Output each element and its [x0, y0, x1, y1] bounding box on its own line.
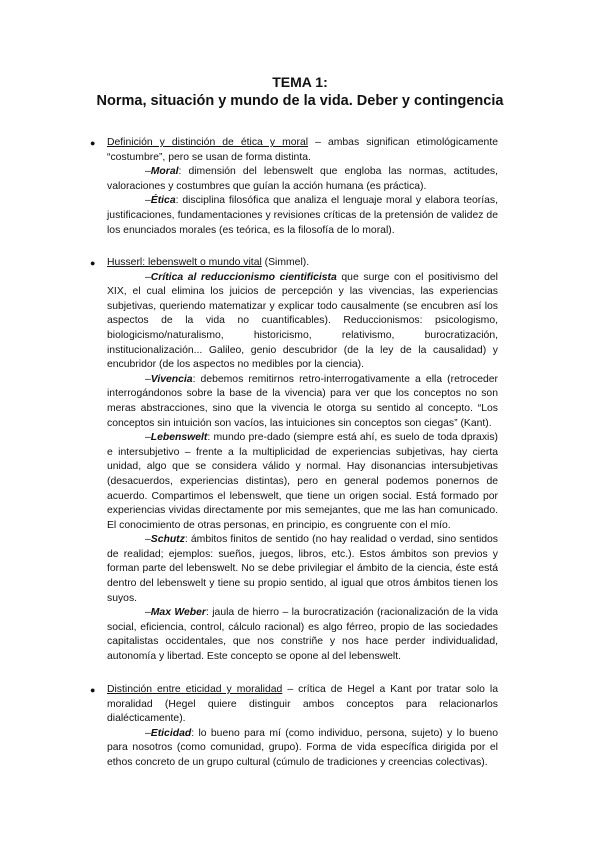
item-text: : ámbitos finitos de sentido (no hay realidad o verdad, sino sentidos de realidad; ejemplos: sueños, juegos, libros, etc.). Estos ámbitos son previos y forman parte del lebenswelt. No se debe privilegiar el ámbito de la ciencia, éste está dentro del lebenswelt y tiene su propio sentido, al igual que otros ámbitos tienen los suyos.	[107, 534, 498, 604]
item-term: Lebenswelt	[150, 432, 208, 444]
section-heading: Definición y distinción de ética y moral	[107, 137, 309, 148]
section-eticidad-moralidad	[90, 683, 498, 771]
item-text: : debemos remitirnos retro-interrogativamente a ella (retroceder interrogándonos sobre la base de la vivencia) para ver que los conceptos no son meras abstracciones, sino que la vivencia le otorga su sentido al concepto. “Los conceptos sin intuición son vacíos, las intuiciones sin conceptos son ciegas” (Kant).	[107, 373, 498, 429]
section-intro: (Simmel).	[261, 257, 310, 268]
section-etica-moral	[90, 136, 498, 238]
list-item: –Max Weber: jaula de hierro – la burocratización (racionalización de la vida social, eficiencia, control, cálculo racional) es algo férreo, propio de las sociedades capitalistas occidentales, que nos constriñe y nos hace perder individualidad, autonomía y libertad. Este concepto se opone al del lebenswelt.	[107, 607, 498, 663]
item-term: Schutz	[150, 534, 185, 546]
section-intro: – ambas significan etimológicamente “costumbre”, pero se usan de forma distinta.	[107, 137, 498, 163]
item-term: Moral	[150, 166, 179, 178]
item-text: : lo bueno para mí (como individuo, persona, sujeto) y lo bueno para nosotros (como comunidad, grupo). Forma de vida específica dirigida por el ethos concreto de un grupo cultural (cúmulo de tradiciones y creencias colectivas).	[107, 727, 498, 768]
list-item: –Schutz: ámbitos finitos de sentido (no hay realidad o verdad, sino sentidos de realidad; ejemplos: sueños, juegos, libros, etc.). Estos ámbitos son previos y forman parte del lebenswelt. No se debe privilegiar el ámbito de la ciencia, éste está dentro del lebenswelt y tiene su propio sentido, al igual que otros ámbitos tienen los suyos.	[107, 534, 498, 604]
item-text: : mundo pre-dado (siempre está ahí, es suelo de toda dpraxis) e intersubjetivo – frente a la multiplicidad de experiencias subjetivas, hay cierta unidad, algo que se considera válido y normal. Hay disonancias intersubjetivas (desacuerdos, experiencias distintas), pero en general podemos ponernos de acuerdo. Compartimos el lebenswelt, que tiene un origen social. Está formado por experiencias vividas directamente por mis semejantes, que me las han comunicado. El conocimiento de otras personas, en principio, es congruente con el mío.	[107, 432, 498, 531]
section-heading: Husserl: lebenswelt o mundo vital	[107, 257, 262, 268]
list-item: –Ética: disciplina filosófica que analiza el lenguaje moral y elabora teorías, justificaciones, fundamentaciones y revisiones críticas de la pretensión de validez de los enunciados morales (es teórica, es la filosofía de lo moral).	[107, 195, 498, 236]
list-item: –Moral: dimensión del lebenswelt que engloba las normas, actitudes, valoraciones y costumbres que guían la acción humana (es práctica).	[107, 166, 498, 192]
list-item: –Crítica al reduccionismo cientificista que surge con el positivismo del XIX, el cual elimina los juicios de percepción y las vivencias, las experiencias subjetivas, queriendo matematizar y explicar todo causalmente (se encubren así los aspectos de la vida no cuantificables). Reduccionismos: psicologismo, biologicismo/naturalismo, historicismo, relativismo, burocratización, institucionalización... Galileo, genio descubridor (de la ley de la causalidad) y encubridor (de los aspectos no medibles por la ciencia).	[107, 271, 498, 371]
document-title: TEMA 1:	[272, 74, 328, 90]
section-heading: Distinción entre eticidad y moralidad	[107, 684, 283, 695]
item-term: Max Weber	[150, 607, 206, 619]
section-lead	[107, 256, 498, 271]
document-subtitle: Norma, situación y mundo de la vida. Deber y contingencia	[96, 93, 504, 109]
section-lead	[107, 683, 498, 727]
bullet-icon: ●	[90, 685, 96, 695]
list-item: –Vivencia: debemos remitirnos retro-interrogativamente a ella (retroceder interrogándonos sobre la base de la vivencia) para ver que los conceptos no son meras abstracciones, sino que la vivencia le otorga su sentido al concepto. “Los conceptos sin intuición son vacíos, las intuiciones sin conceptos son ciegas” (Kant).	[107, 373, 498, 429]
item-term: Crítica al reduccionismo cientificista	[150, 271, 337, 283]
bullet-icon: ●	[90, 258, 96, 268]
item-term: Eticidad	[150, 727, 192, 739]
list-item: –Lebenswelt: mundo pre-dado (siempre está ahí, es suelo de toda dpraxis) e intersubjetivo – frente a la multiplicidad de experiencias subjetivas, hay cierta unidad, algo que se considera válido y normal. Hay disonancias intersubjetivas (desacuerdos, experiencias distintas), pero en general podemos ponernos de acuerdo. Compartimos el lebenswelt, que tiene un origen social. Está formado por experiencias vividas directamente por mis semejantes, que me las han comunicado. El conocimiento de otras personas, en principio, es congruente con el mío.	[107, 432, 498, 531]
item-text: : jaula de hierro – la burocratización (racionalización de la vida social, eficiencia, control, cálculo racional) es algo férreo, propio de las sociedades capitalistas occidentales, que nos constriñe y nos hace perder individualidad, autonomía y libertad. Este concepto se opone al del lebenswelt.	[107, 607, 498, 663]
item-text: : dimensión del lebenswelt que engloba las normas, actitudes, valoraciones y costumbres que guían la acción humana (es práctica).	[107, 166, 498, 192]
item-term: Ética	[150, 195, 176, 207]
section-intro: – crítica de Hegel a Kant por tratar solo la moralidad (Hegel quiere distinguir ambos conceptos para relacionarlos dialécticamente).	[107, 684, 498, 725]
list-item: –Eticidad: lo bueno para mí (como individuo, persona, sujeto) y lo bueno para nosotros (como comunidad, grupo). Forma de vida específica dirigida por el ethos concreto de un grupo cultural (cúmulo de tradiciones y creencias colectivas).	[107, 727, 498, 768]
item-text: que surge con el positivismo del XIX, el cual elimina los juicios de percepción y las vivencias, las experiencias subjetivas, queriendo matematizar y explicar todo causalmente (se encubren así los aspectos de la vida no cuantificables). Reduccionismos: psicologismo, biologicismo/naturalismo, historicismo, relativismo, burocratización, institucionalización... Galileo, genio descubridor (de la ley de la causalidad) y encubridor (de los aspectos no medibles por la ciencia).	[107, 271, 498, 371]
bullet-icon: ●	[90, 138, 96, 148]
section-husserl	[90, 256, 498, 665]
section-lead	[107, 136, 498, 165]
item-term: Vivencia	[150, 373, 193, 385]
item-text: : disciplina filosófica que analiza el lenguaje moral y elabora teorías, justificaciones, fundamentaciones y revisiones críticas de la pretensión de validez de los enunciados morales (es teórica, es la filosofía de lo moral).	[107, 195, 498, 236]
